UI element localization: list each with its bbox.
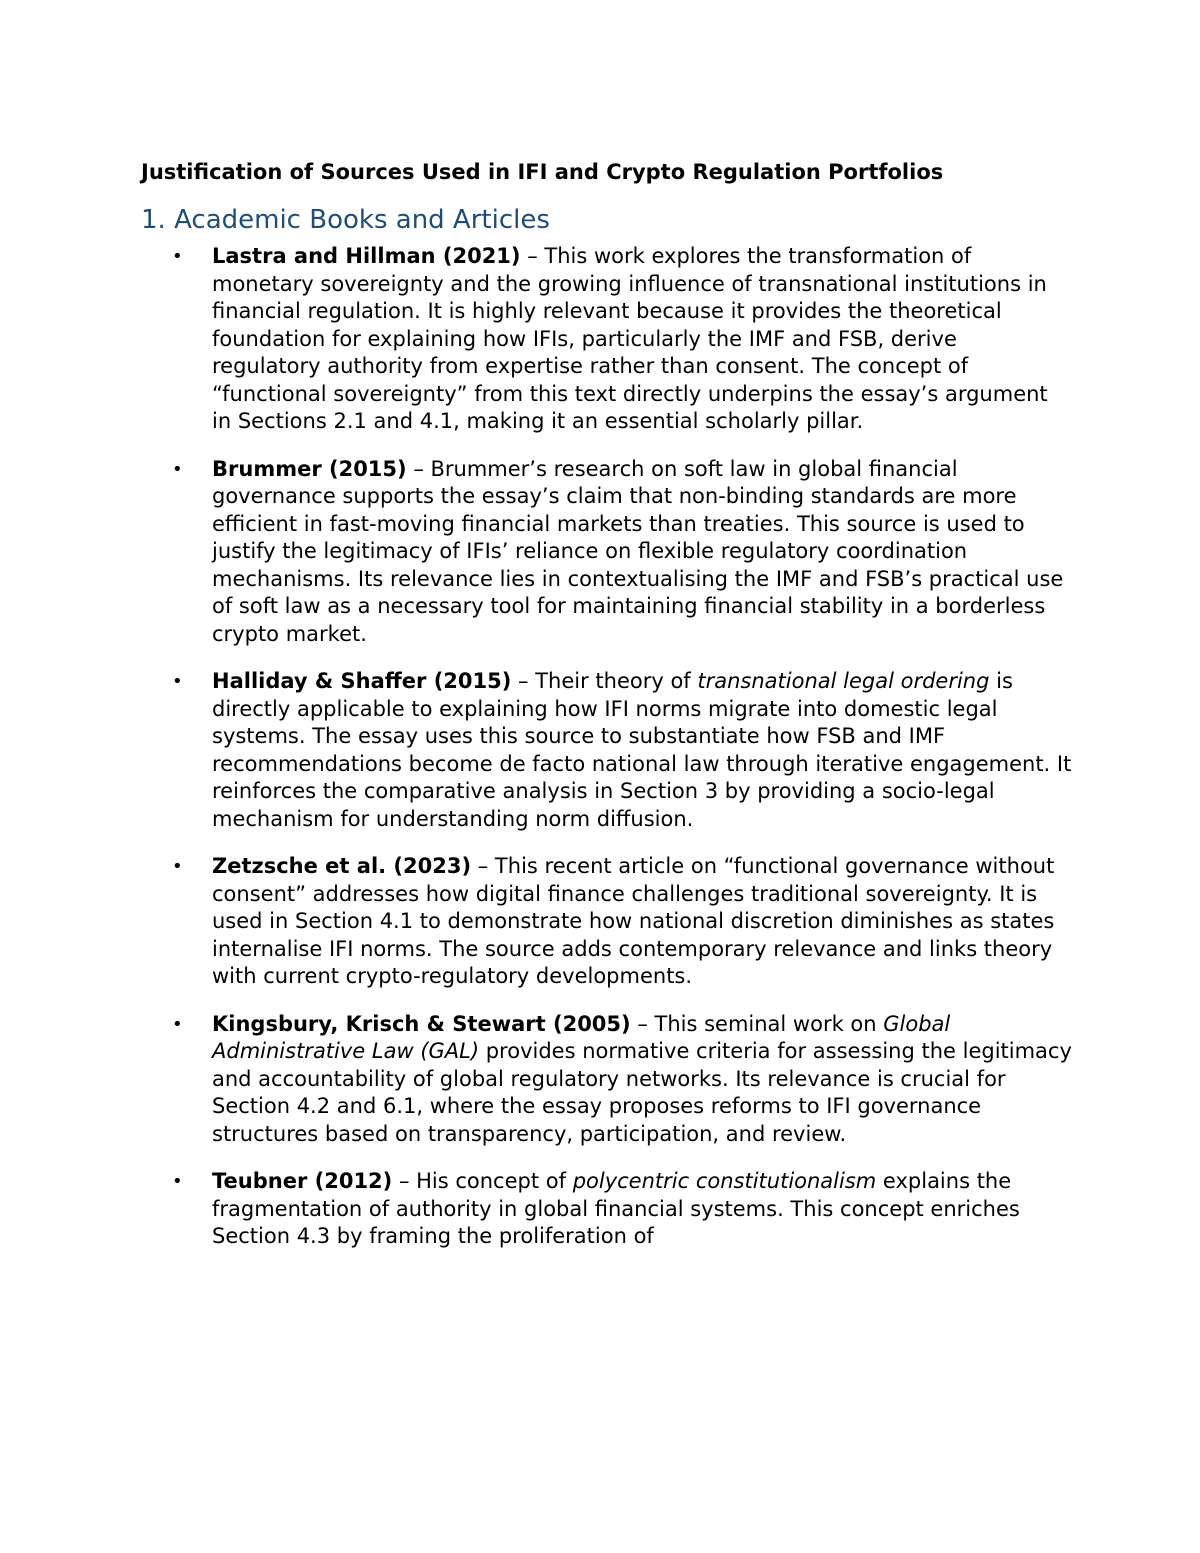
bullet-icon: • — [172, 1013, 183, 1035]
source-description-continued: explains the fragmentation of authority in global financial systems. This concept enriches Section 4.3 by framing the proliferation of — [212, 1169, 1020, 1248]
list-item — [0, 853, 1072, 991]
bullet-icon: • — [172, 671, 183, 692]
source-description: – His concept of — [392, 1169, 573, 1193]
bullet-icon: • — [172, 1171, 183, 1192]
source-author: Halliday & Shaffer (2015) — [212, 669, 512, 693]
source-description-continued: is directly applicable to explaining how IFI norms migrate into domestic legal systems. The essay uses this source to substantiate how FSB and IMF recommendations become de facto national law through iterative engagement. It reinforces the comparative analysis in Section 3 by providing a socio-legal mechanism for understanding norm diffusion. — [212, 669, 1072, 831]
source-italic-term: Global Administrative Law (GAL) — [212, 1011, 951, 1063]
source-list — [0, 243, 1200, 1271]
source-description: – This work explores the transformation of monetary sovereignty and the growing influence of transnational institutions in financial regulation. It is highly relevant because it provides the theoretical foundation for explaining how IFIs, particularly the IMF and FSB, derive regulatory authority from expertise rather than consent. The concept of “functional sovereignty” from this text directly underpins the essay’s argument in Sections 2.1 and 4.1, making it an essential scholarly pillar. — [212, 244, 1048, 433]
source-author: Zetzsche et al. (2023) — [212, 854, 472, 878]
source-description: – Their theory of — [511, 669, 698, 693]
source-description-continued: provides normative criteria for assessing the legitimacy and accountability of global regulatory networks. Its relevance is crucial for Section 4.2 and 6.1, where the essay proposes reforms to IFI governance structures based on transparency, participation, and review. — [212, 1039, 1072, 1146]
list-item — [0, 668, 1072, 833]
source-description: – This seminal work on — [630, 1011, 884, 1036]
list-item — [0, 1168, 1072, 1251]
list-item — [0, 243, 1072, 436]
source-italic-term: polycentric constitutionalism — [572, 1169, 877, 1193]
source-description: – Brummer’s research on soft law in global financial governance supports the essay’s claim that non-binding standards are more efficient in fast-moving financial markets than treaties. This source is used to justify the legitimacy of IFIs’ reliance on flexible regulatory coordination mechanisms. Its relevance lies in contextualising the IMF and FSB’s practical use of soft law as a necessary tool for maintaining financial stability in a borderless crypto market. — [212, 456, 1064, 646]
document-title: Justification of Sources Used in IFI and Crypto Regulation Portfolios — [141, 160, 944, 184]
source-author: Teubner (2012) — [212, 1169, 393, 1193]
source-italic-term: transnational legal ordering — [697, 669, 990, 693]
bullet-icon: • — [172, 856, 183, 877]
section-heading: 1. Academic Books and Articles — [141, 205, 550, 235]
list-item — [0, 456, 1072, 649]
source-author: Kingsbury, Krisch & Stewart (2005) — [212, 1011, 631, 1036]
source-description: – This recent article on “functional governance without consent” addresses how digital finance challenges traditional sovereignty. It is used in Section 4.1 to demonstrate how national discretion diminishes as states internalise IFI norms. The source adds contemporary relevance and links theory with current crypto-regulatory developments. — [212, 854, 1055, 988]
bullet-icon: • — [172, 246, 183, 267]
list-item — [0, 1011, 1072, 1149]
source-author: Brummer (2015) — [212, 456, 407, 481]
source-author: Lastra and Hillman (2021) — [212, 244, 521, 268]
bullet-icon: • — [172, 458, 183, 480]
